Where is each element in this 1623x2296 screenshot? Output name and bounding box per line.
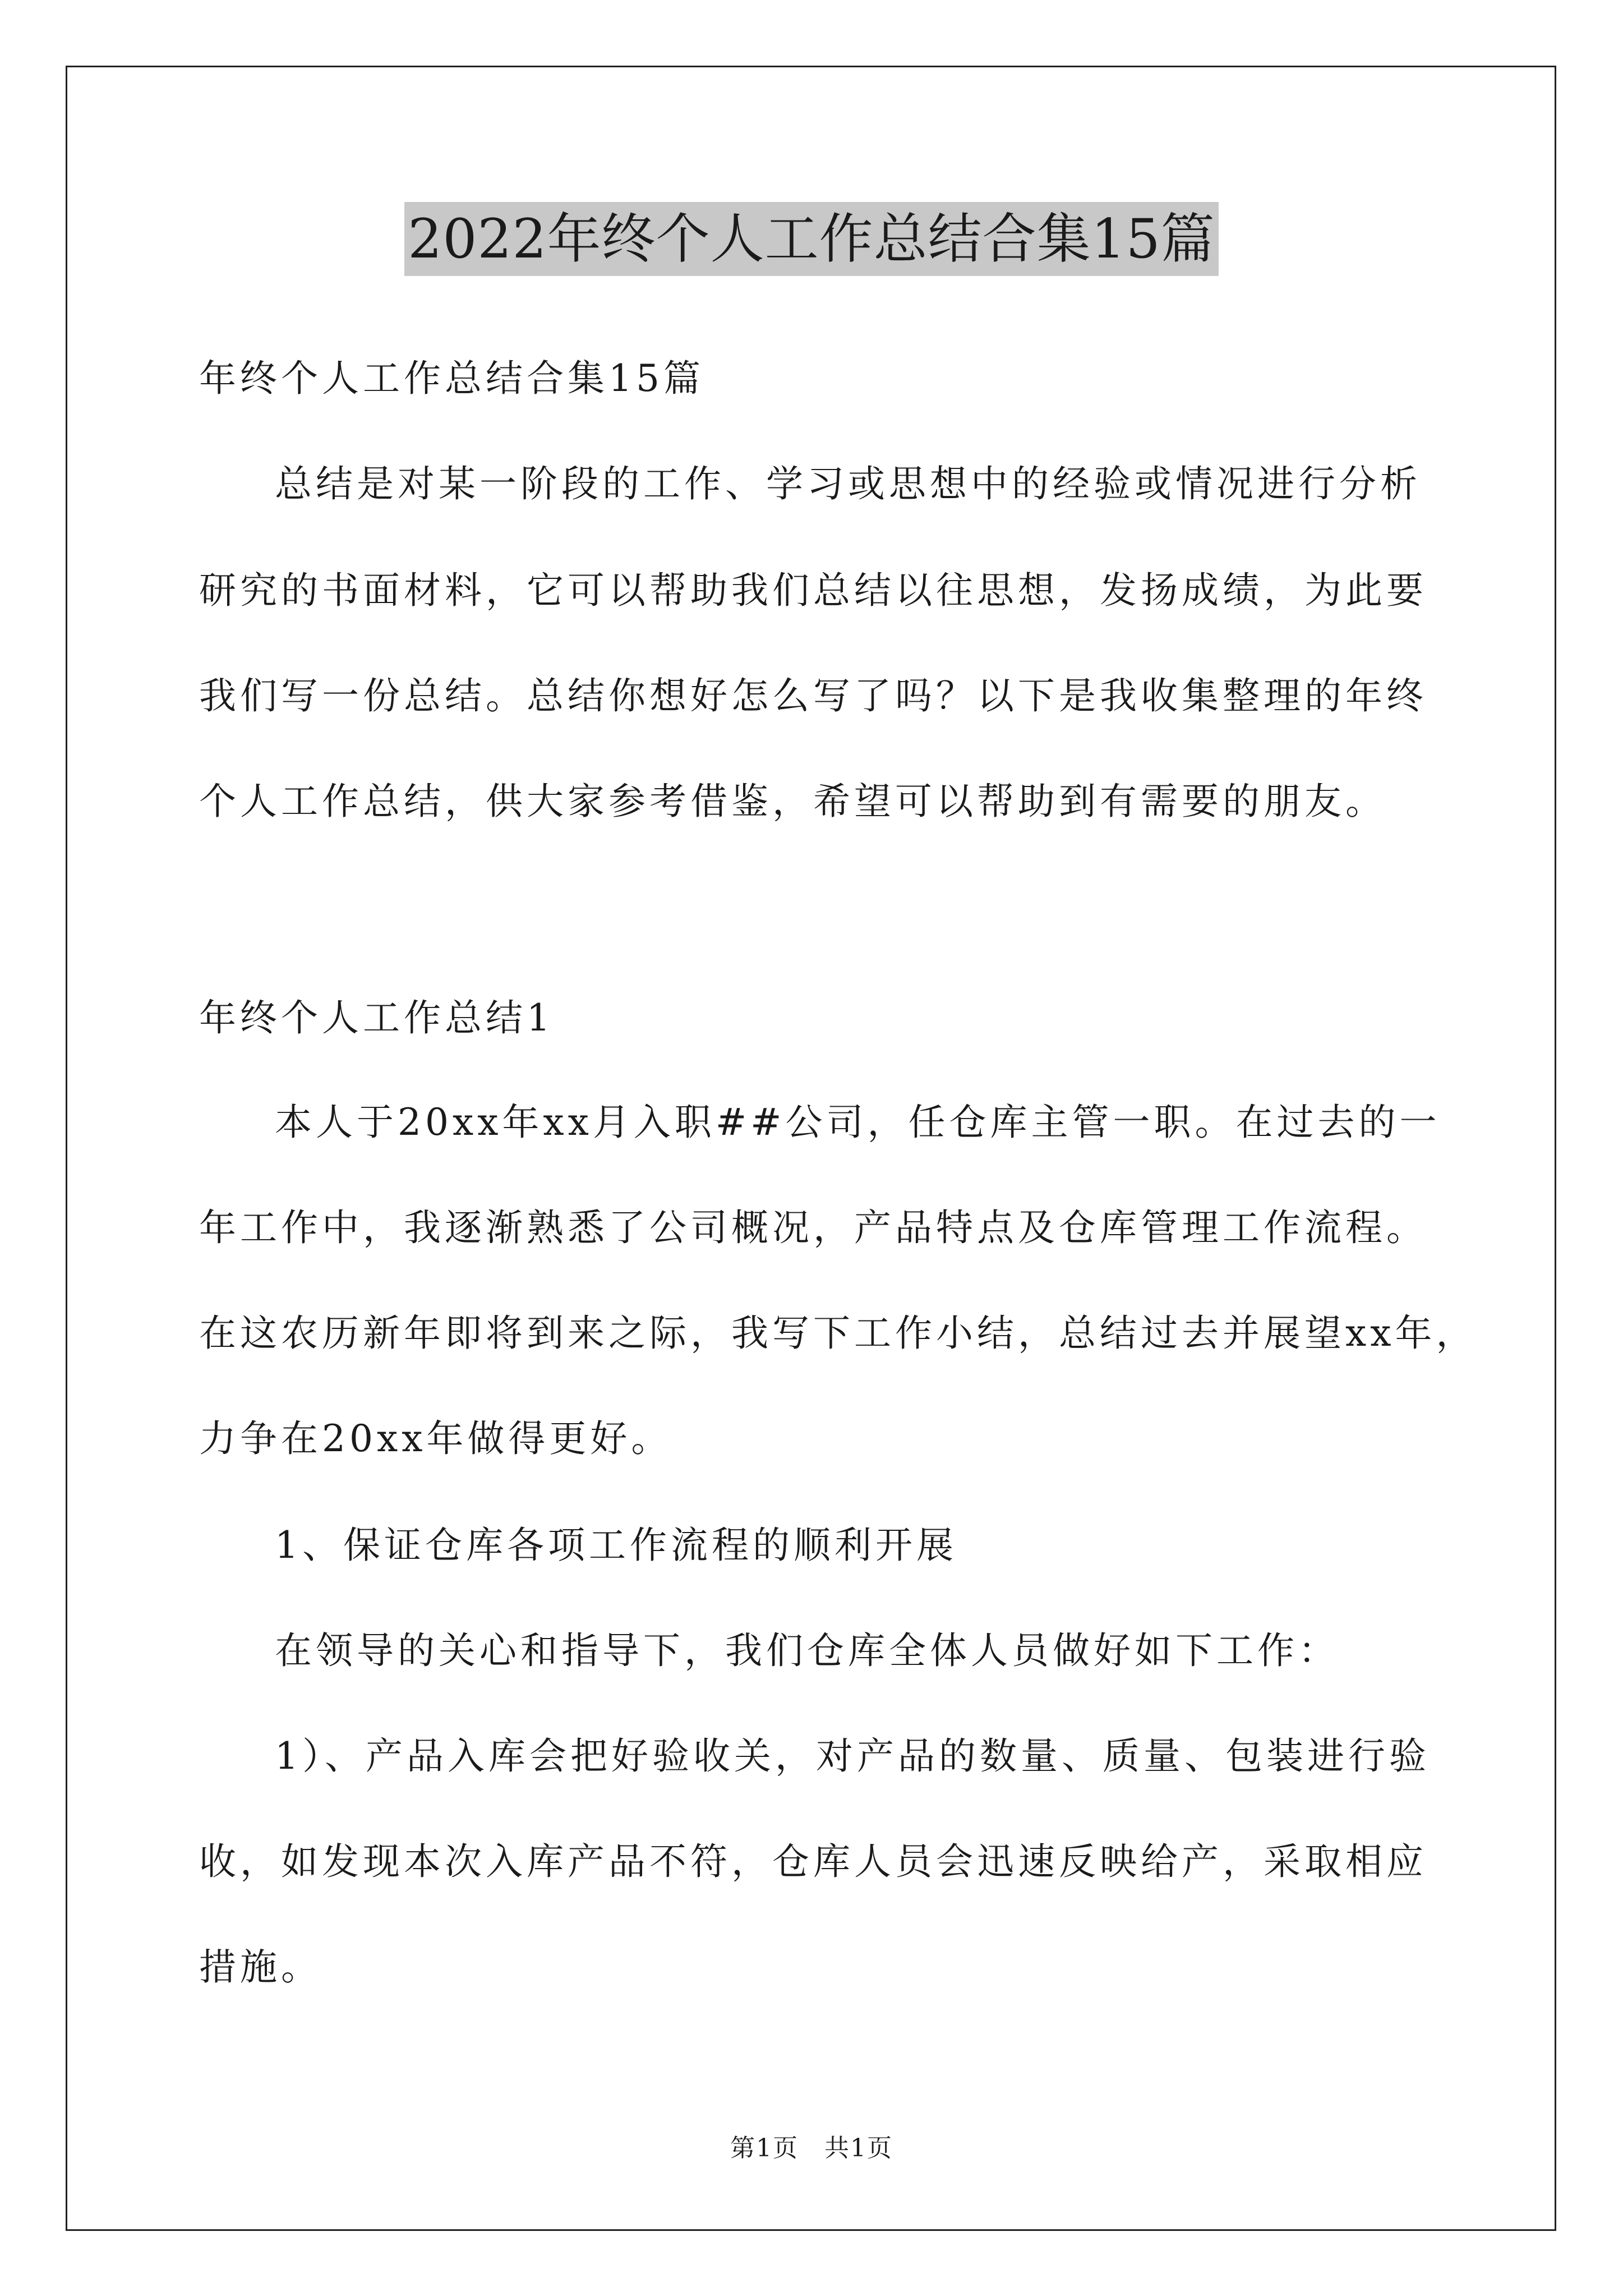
paragraph-line: 研究的书面材料，它可以帮助我们总结以往思想，发扬成绩，为此要: [199, 569, 1427, 612]
paragraph-line: 收，如发现本次入库产品不符，仓库人员会迅速反映给产，采取相应: [199, 1840, 1427, 1883]
page-footer: 第1页 共1页: [730, 2134, 893, 2162]
paragraph-line: 措施。: [199, 1945, 322, 1989]
paragraph-line: 在这农历新年即将到来之际，我写下工作小结，总结过去并展望xx年，: [199, 1312, 1477, 1355]
document-title: 2022年终个人工作总结合集15篇: [404, 202, 1218, 276]
paragraph-line: 力争在20xx年做得更好。: [199, 1417, 672, 1460]
paragraph-line: 年工作中，我逐渐熟悉了公司概况，产品特点及仓库管理工作流程。: [199, 1206, 1427, 1249]
paragraph-line: 本人于20xx年xx月入职##公司，任仓库主管一职。在过去的一: [275, 1101, 1441, 1144]
paragraph-line: 我们写一份总结。总结你想好怎么写了吗？以下是我收集整理的年终: [199, 674, 1427, 717]
paragraph-line: 1）、产品入库会把好验收关，对产品的数量、质量、包装进行验: [275, 1734, 1430, 1778]
title-wrap: [0, 202, 1623, 276]
paragraph-line: 总结是对某一阶段的工作、学习或思想中的经验或情况进行分析: [275, 462, 1421, 505]
section-heading: 年终个人工作总结1: [199, 996, 554, 1039]
paragraph-line: 在领导的关心和指导下，我们仓库全体人员做好如下工作：: [275, 1629, 1339, 1672]
subtitle: 年终个人工作总结合集15篇: [199, 357, 704, 400]
list-heading: 1、保证仓库各项工作流程的顺利开展: [275, 1524, 957, 1567]
paragraph-line: 个人工作总结，供大家参考借鉴，希望可以帮助到有需要的朋友。: [199, 780, 1386, 823]
